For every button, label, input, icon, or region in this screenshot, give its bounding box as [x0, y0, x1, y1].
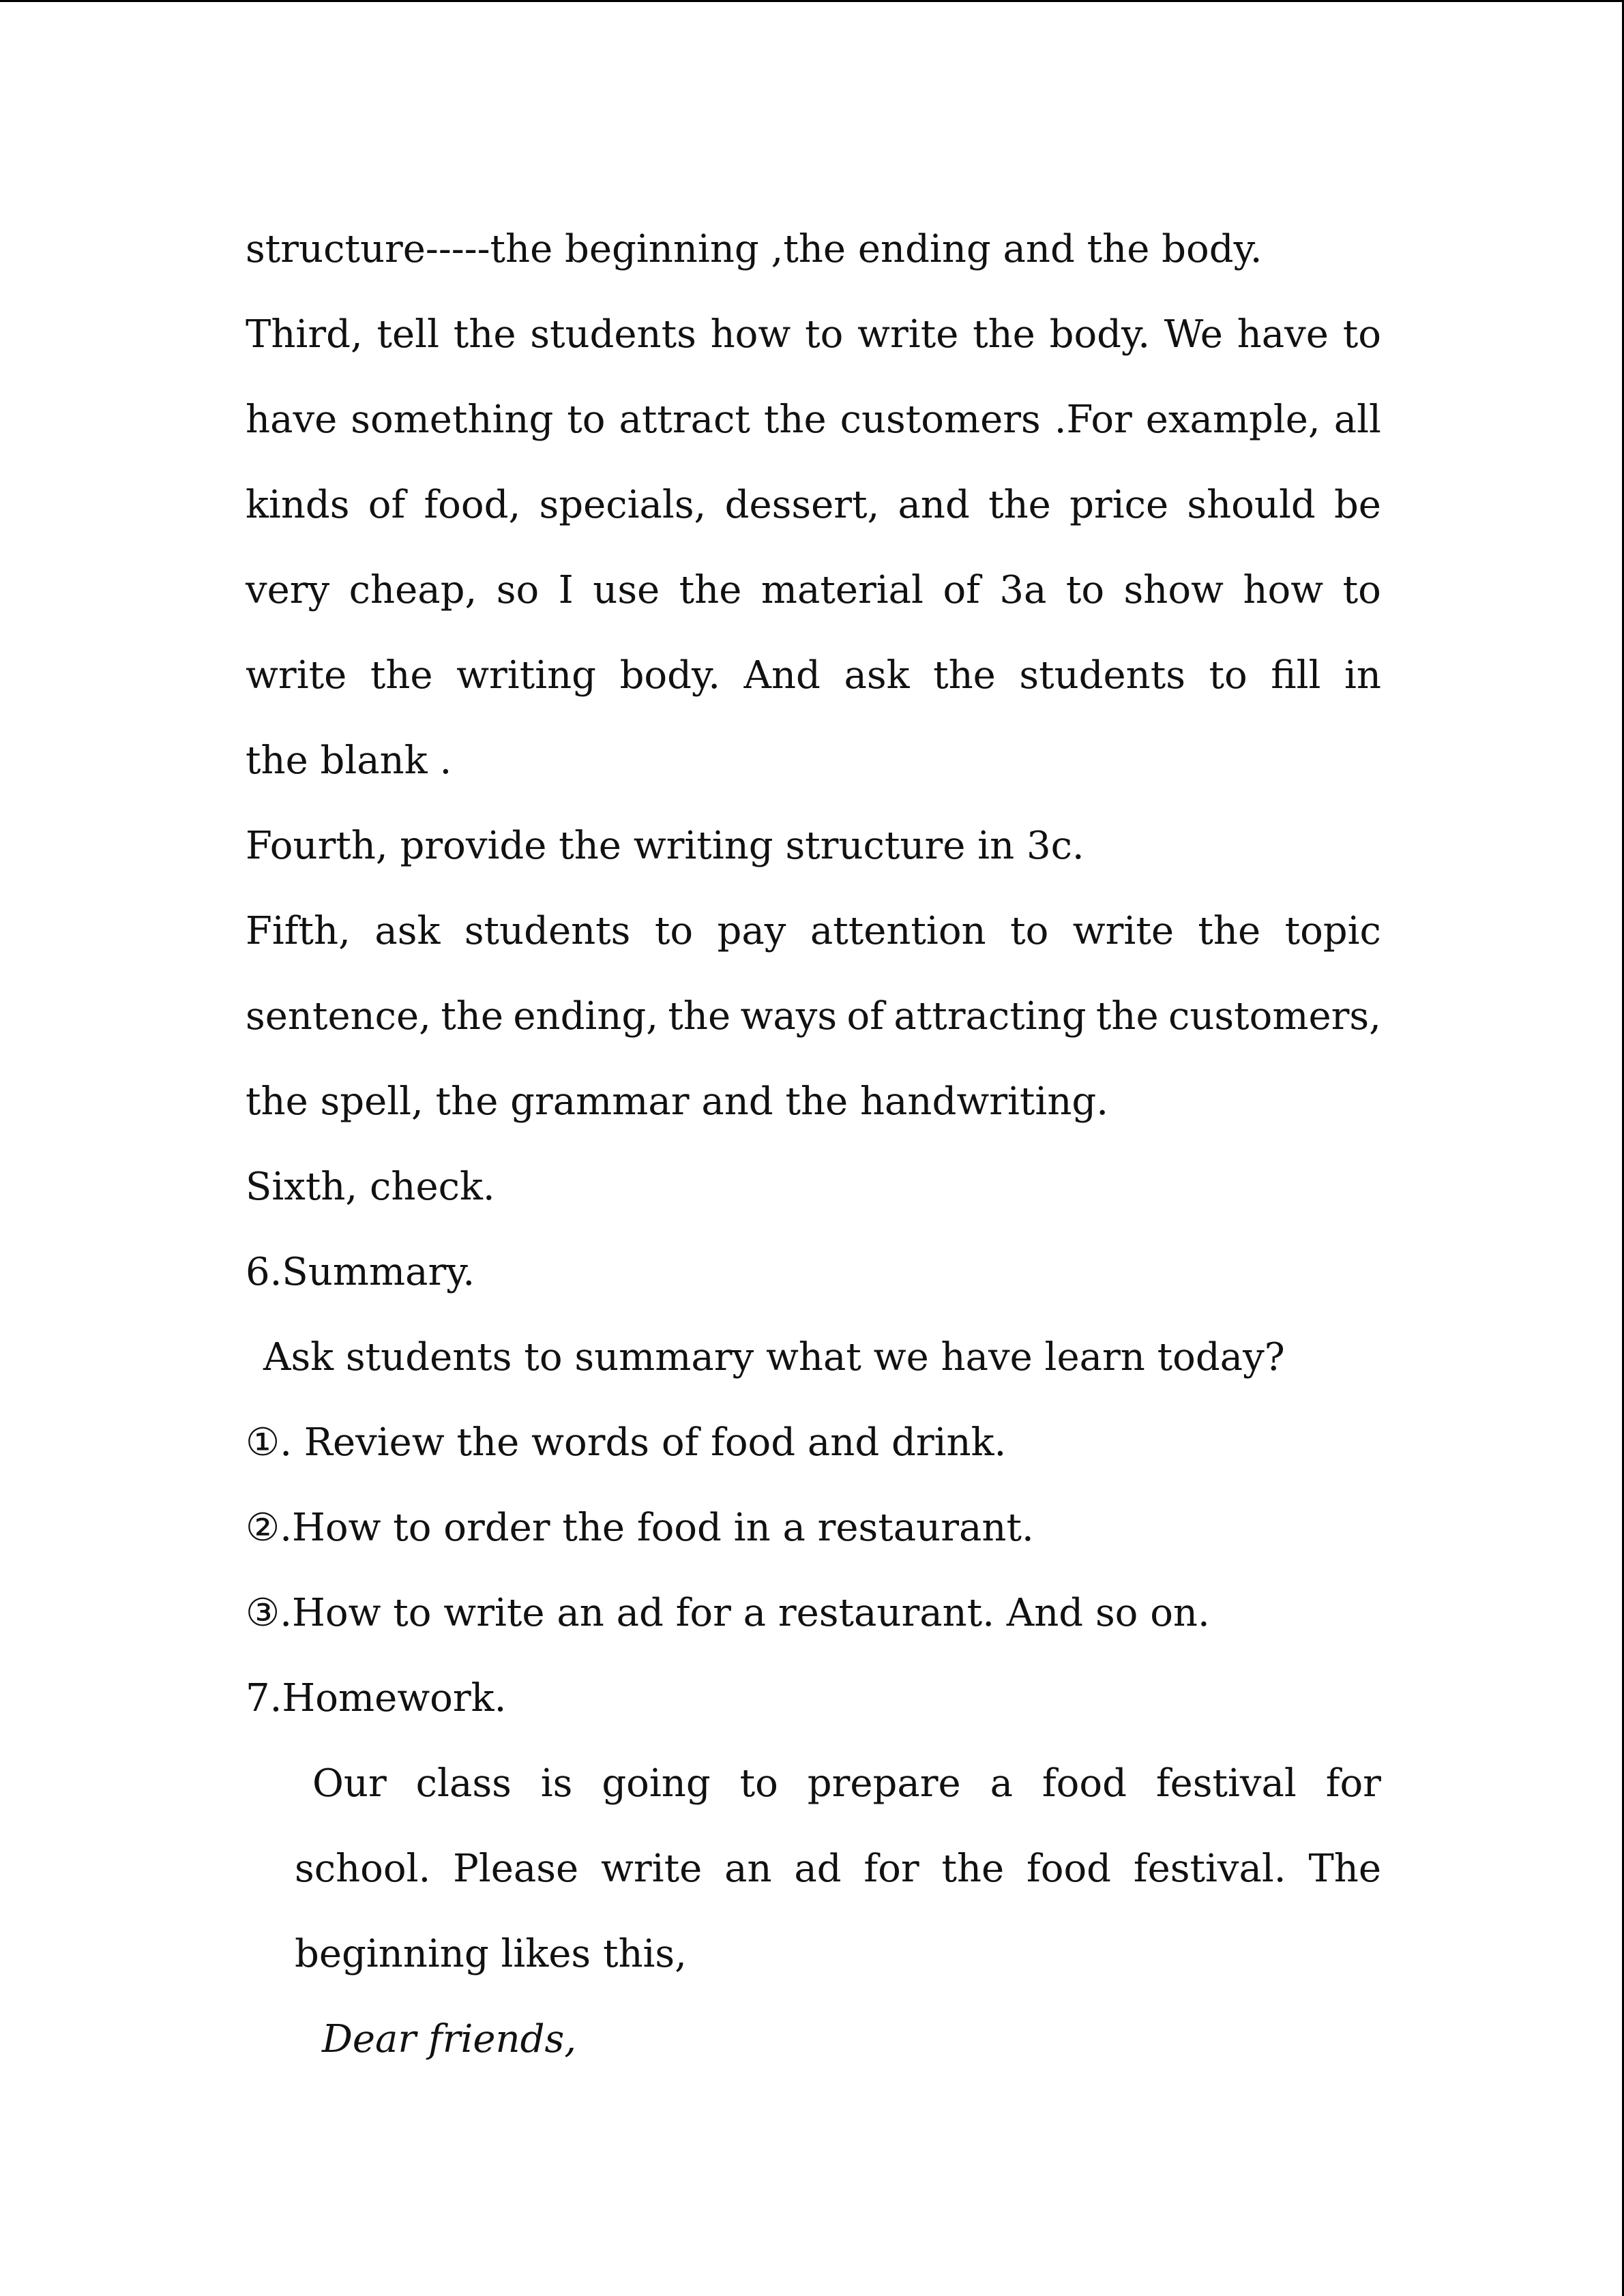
word: the: [763, 398, 827, 442]
word: and: [898, 483, 970, 527]
homework-line: [295, 1826, 1381, 1911]
word: have: [246, 398, 338, 442]
word: the: [988, 483, 1051, 527]
word: pay: [717, 909, 786, 953]
text-line: Sixth, check.: [246, 1165, 495, 1209]
word: to: [1010, 909, 1049, 953]
word: attracting: [894, 994, 1087, 1039]
word: the: [1095, 994, 1159, 1039]
word: going: [602, 1761, 711, 1806]
text-line-justified: [246, 974, 1381, 1059]
summary-item: ②.How to order the food in a restaurant.: [246, 1506, 1034, 1550]
summary-item: ①. Review the words of food and drink.: [246, 1420, 1007, 1465]
word: how: [710, 312, 791, 357]
word: tell: [377, 312, 439, 357]
word: attract: [619, 398, 750, 442]
text-line-justified: [246, 292, 1381, 377]
text-line: structure-----the beginning ,the ending and the body.: [246, 227, 1263, 271]
word: an: [724, 1847, 772, 1891]
word: for: [863, 1847, 919, 1891]
word: should: [1187, 483, 1316, 527]
word: to: [739, 1761, 778, 1806]
word: We: [1164, 312, 1223, 357]
word: all: [1333, 398, 1381, 442]
word: attention: [810, 909, 986, 953]
word: kinds: [246, 483, 350, 527]
text-line: the spell, the grammar and the handwriting.: [246, 1079, 1109, 1124]
word: in: [1344, 653, 1381, 698]
word: festival: [1155, 1761, 1297, 1806]
word: to: [1342, 312, 1381, 357]
word: write: [246, 653, 347, 698]
homework-line: beginning likes this,: [295, 1932, 687, 1976]
word: I: [558, 568, 574, 612]
word: writing: [456, 653, 597, 698]
word: Third,: [246, 312, 363, 357]
word: the: [453, 312, 516, 357]
word: students: [1019, 653, 1185, 698]
word: school.: [295, 1847, 431, 1891]
word: to: [1209, 653, 1247, 698]
word: of: [368, 483, 406, 527]
word: to: [805, 312, 844, 357]
word: to: [567, 398, 606, 442]
text-line: Fourth, provide the writing structure in 3c.: [246, 824, 1084, 868]
word: price: [1069, 483, 1169, 527]
word: food,: [424, 483, 521, 527]
word: fill: [1271, 653, 1321, 698]
word: body.: [1049, 312, 1151, 357]
word: ad: [794, 1847, 842, 1891]
word: of: [846, 994, 884, 1039]
word: ending,: [513, 994, 659, 1039]
word: something: [351, 398, 554, 442]
word: students: [530, 312, 696, 357]
word: material: [761, 568, 924, 612]
text-line: the blank .: [246, 739, 452, 783]
word: have: [1237, 312, 1329, 357]
greeting-text: Dear friends,: [322, 2017, 576, 2061]
word: to: [1065, 568, 1105, 612]
word: topic: [1284, 909, 1381, 953]
word: example,: [1145, 398, 1320, 442]
word: write: [1072, 909, 1174, 953]
word: Please: [453, 1847, 579, 1891]
word: very: [246, 568, 330, 612]
word: is: [540, 1761, 573, 1806]
word: the: [370, 653, 433, 698]
word: ways: [740, 994, 838, 1039]
word: And: [743, 653, 821, 698]
text-line-justified: [246, 377, 1381, 462]
word: The: [1308, 1847, 1381, 1891]
word: class: [415, 1761, 512, 1806]
word: customers: [840, 398, 1041, 442]
word: use: [593, 568, 660, 612]
word: the: [973, 312, 1035, 357]
word: write: [857, 312, 959, 357]
text-line-justified: [246, 548, 1381, 633]
word: the: [933, 653, 996, 698]
word: food: [1027, 1847, 1112, 1891]
word: ask: [844, 653, 910, 698]
word: customers,: [1168, 994, 1381, 1039]
word: food: [1042, 1761, 1127, 1806]
word: the: [441, 994, 504, 1039]
word: write: [600, 1847, 703, 1891]
word: of: [943, 568, 980, 612]
homework-paragraph: [295, 1741, 1381, 1997]
section-heading-homework: 7.Homework.: [246, 1676, 507, 1720]
word: festival.: [1133, 1847, 1286, 1891]
word: 3a: [999, 568, 1047, 612]
word: specials,: [539, 483, 707, 527]
word: the: [668, 994, 731, 1039]
word: so: [496, 568, 540, 612]
word: dessert,: [724, 483, 880, 527]
homework-line: [295, 1741, 1381, 1826]
text-line-justified: [246, 889, 1381, 974]
word: ask: [374, 909, 441, 953]
word: students: [464, 909, 631, 953]
word: the: [1198, 909, 1261, 953]
document-body: [246, 207, 1381, 2082]
section-heading-summary: 6.Summary.: [246, 1250, 475, 1294]
summary-item: ③.How to write an ad for a restaurant. And so on.: [246, 1591, 1210, 1635]
word: Our: [312, 1761, 387, 1806]
word: .For: [1054, 398, 1132, 442]
word: for: [1325, 1761, 1381, 1806]
text-line-justified: [246, 462, 1381, 548]
word: be: [1333, 483, 1381, 527]
summary-question: Ask students to summary what we have learn today?: [263, 1335, 1285, 1380]
word: Fifth,: [246, 909, 351, 953]
word: to: [1342, 568, 1381, 612]
word: the: [679, 568, 742, 612]
word: body.: [619, 653, 720, 698]
word: the: [941, 1847, 1005, 1891]
word: prepare: [807, 1761, 961, 1806]
word: to: [654, 909, 694, 953]
word: how: [1243, 568, 1324, 612]
word: show: [1123, 568, 1224, 612]
word: cheap,: [349, 568, 477, 612]
word: sentence,: [246, 994, 431, 1039]
text-line-justified: [246, 633, 1381, 718]
word: a: [990, 1761, 1013, 1806]
